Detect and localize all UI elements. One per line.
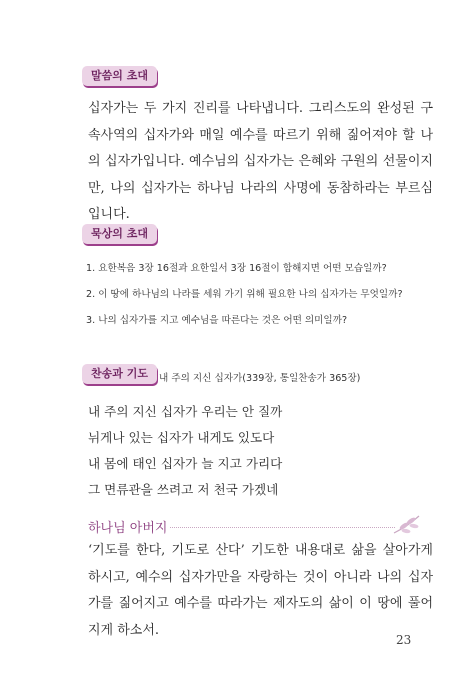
hymn-reference: 내 주의 지신 십자가(339장, 통일찬송가 365장) [159,373,361,384]
prayer-title: 하나님 아버지 [88,521,168,536]
lyric-line: 뉘게나 있는 십자가 내게도 있도다 [88,430,275,445]
question-item: 1. 요한복음 3장 16절과 요한일서 3장 16절이 합해지면 어떤 모습일까? [86,263,387,274]
word-paragraph: 십자가는 두 가지 진리를 나타냅니다. 그리스도의 완성된 구속사역의 십자가와 매일 예수를 따르기 위해 짊어져야 할 나의 십자가입니다. 예수님의 십자가는 은혜와 구원의 선물이지만, 나의 십자가는 하나님 나라의 사명에 동참하라는 부르심입니다. [88,101,433,222]
section-tag-hymn: 찬송과 기도 [82,364,157,384]
question-item: 2. 이 땅에 하나님의 나라를 세워 가기 위해 필요한 나의 십자가는 무엇일까? [86,289,403,300]
question-item: 3. 나의 십자가를 지고 예수님을 따른다는 것은 어떤 의미일까? [86,315,348,326]
page-number: 23 [396,633,412,647]
lyric-line: 내 주의 지신 십자가 우리는 안 질까 [88,404,283,419]
question-list [86,256,446,334]
leaf-icon [392,513,422,537]
hymn-lyrics [88,399,282,503]
prayer-text: ‘기도를 한다, 기도로 산다’ 기도한 내용대로 삶을 살아가게 하시고, 예수의 십자가만을 자랑하는 것이 아니라 나의 십자가를 짊어지고 예수를 따라가는 제자도의 삶이 이 땅에 풀어지게 하소서. [88,543,433,638]
lyric-line: 그 면류관을 쓰려고 저 천국 가겠네 [88,482,279,497]
section-tag-meditation: 묵상의 초대 [82,224,157,244]
divider [170,527,395,528]
section-tag-word: 말씀의 초대 [82,66,157,86]
lyric-line: 내 몸에 태인 십자가 늘 지고 가리다 [88,456,283,471]
